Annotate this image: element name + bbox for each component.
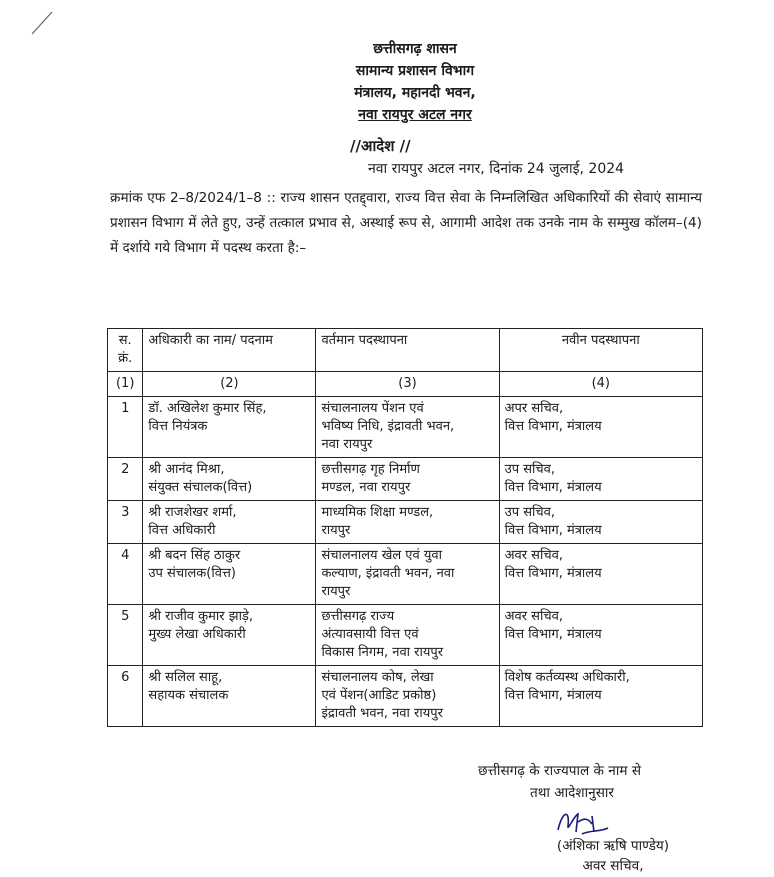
letterhead-department: सामान्य प्रशासन विभाग [355, 63, 475, 79]
column-number: (1) [108, 372, 143, 397]
officer-designation: संयुक्त संचालक(वित्त) [148, 480, 253, 495]
current-posting-line: रायपुर [321, 584, 351, 599]
current-posting-cell [316, 501, 499, 544]
closing-text [478, 760, 641, 804]
pen-mark-icon [30, 10, 54, 36]
officer-cell [143, 666, 316, 727]
officer-name: श्री राजशेखर शर्मा, [148, 505, 237, 520]
current-posting-cell [316, 458, 499, 501]
new-posting-cell [499, 666, 702, 727]
new-posting-line: अवर सचिव, [504, 609, 563, 624]
current-posting-line: संचालनालय खेल एवं युवा [321, 548, 442, 563]
column-number: (3) [316, 372, 499, 397]
letterhead-government: छत्तीसगढ़ शासन [373, 41, 457, 57]
current-posting-line: छत्तीसगढ़ राज्य [321, 609, 395, 624]
officer-name: डॉ. अखिलेश कुमार सिंह, [148, 401, 267, 416]
closing-line-1: छत्तीसगढ़ के राज्यपाल के नाम से [478, 763, 642, 779]
officer-designation: सहायक संचालक [148, 688, 229, 703]
order-title: //आदेश // [350, 137, 411, 155]
current-posting-cell [316, 605, 499, 666]
posting-table [107, 328, 703, 727]
column-number-row [108, 372, 703, 397]
current-posting-cell [316, 666, 499, 727]
serial-cell: 6 [108, 666, 143, 727]
new-posting-cell [499, 544, 702, 605]
new-posting-line: अपर सचिव, [504, 401, 564, 416]
officer-cell [143, 544, 316, 605]
table-row [108, 605, 703, 666]
officer-designation: मुख्य लेखा अधिकारी [148, 627, 246, 642]
header-officer: अधिकारी का नाम/ पदनाम [143, 329, 316, 372]
closing-line-2: तथा आदेशानुसार [530, 785, 614, 801]
new-posting-line: अवर सचिव, [504, 548, 563, 563]
officer-cell [143, 605, 316, 666]
new-posting-cell [499, 501, 702, 544]
column-number: (4) [499, 372, 702, 397]
current-posting-line: विकास निगम, नवा रायपुर [321, 645, 444, 660]
signature-mark-icon [552, 804, 612, 838]
letterhead-building: मंत्रालय, महानदी भवन, [354, 85, 476, 101]
table-body [108, 397, 703, 727]
letterhead [300, 38, 530, 126]
new-posting-cell [499, 605, 702, 666]
signer-designation: अवर सचिव, [582, 858, 644, 874]
new-posting-line: वित्त विभाग, मंत्रालय [504, 627, 602, 642]
table-row [108, 501, 703, 544]
new-posting-line: उप सचिव, [504, 505, 555, 520]
officer-name: श्री बदन सिंह ठाकुर [148, 548, 241, 563]
table-row [108, 544, 703, 605]
letterhead-city: नवा रायपुर अटल नगर [358, 107, 472, 123]
serial-cell: 5 [108, 605, 143, 666]
officer-designation: वित्त नियंत्रक [148, 419, 208, 434]
header-new-posting: नवीन पदस्थापना [499, 329, 702, 372]
officer-designation: उप संचालक(वित्त) [148, 566, 236, 581]
table-row [108, 458, 703, 501]
header-current-posting: वर्तमान पदस्थापना [316, 329, 499, 372]
header-serial: स. क्रं. [108, 329, 143, 372]
current-posting-line: संचालनालय कोष, लेखा [321, 670, 434, 685]
serial-cell: 1 [108, 397, 143, 458]
officer-name: श्री सलिल साहू, [148, 670, 223, 685]
table-row [108, 397, 703, 458]
serial-cell: 3 [108, 501, 143, 544]
officer-cell [143, 501, 316, 544]
new-posting-line: वित्त विभाग, मंत्रालय [504, 523, 602, 538]
column-number: (2) [143, 372, 316, 397]
officer-cell [143, 458, 316, 501]
officer-name: श्री राजीव कुमार झाड़े, [148, 609, 254, 624]
current-posting-cell [316, 544, 499, 605]
new-posting-cell [499, 397, 702, 458]
signer-block [533, 836, 693, 876]
current-posting-line: कल्याण, इंद्रावती भवन, नवा [321, 566, 455, 581]
current-posting-line: इंद्रावती भवन, नवा रायपुर [321, 706, 443, 721]
order-paragraph: क्रमांक एफ 2–8/2024/1–8 :: राज्य शासन एतद्द्वारा, राज्य वित्त सेवा के निम्नलिखित अधिकारियों की सेवाएं सामान्य प्रशासन विभाग में लेते हुए, उन्हें तत्काल प्रभाव से, अस्थाई रूप से, आगामी आदेश तक उनके नाम के सम्मुख कॉलम–(4) में दर्शाये गये विभाग में पदस्थ करता है:– [110, 190, 702, 256]
new-posting-line: वित्त विभाग, मंत्रालय [504, 688, 602, 703]
current-posting-line: भविष्य निधि, इंद्रावती भवन, [321, 419, 455, 434]
new-posting-line: वित्त विभाग, मंत्रालय [504, 566, 602, 581]
new-posting-line: वित्त विभाग, मंत्रालय [504, 419, 602, 434]
current-posting-line: मण्डल, नवा रायपुर [321, 480, 411, 495]
officer-designation: वित्त अधिकारी [148, 523, 216, 538]
serial-cell: 4 [108, 544, 143, 605]
table-header-row [108, 329, 703, 372]
new-posting-cell [499, 458, 702, 501]
new-posting-line: विशेष कर्तव्यस्थ अधिकारी, [504, 670, 630, 685]
current-posting-cell [316, 397, 499, 458]
officer-cell [143, 397, 316, 458]
signer-name: (अंशिका ऋषि पाण्डेय) [556, 838, 670, 854]
order-date: नवा रायपुर अटल नगर, दिनांक 24 जुलाई, 2024 [368, 161, 625, 177]
officer-name: श्री आनंद मिश्रा, [148, 462, 225, 477]
current-posting-line: एवं पेंशन(आडिट प्रकोष्ठ) [321, 688, 437, 703]
current-posting-line: संचालनालय पेंशन एवं [321, 401, 424, 416]
new-posting-line: उप सचिव, [504, 462, 555, 477]
table-row [108, 666, 703, 727]
current-posting-line: अंत्यावसायी वित्त एवं [321, 627, 419, 642]
new-posting-line: वित्त विभाग, मंत्रालय [504, 480, 602, 495]
serial-cell: 2 [108, 458, 143, 501]
current-posting-line: माध्यमिक शिक्षा मण्डल, [321, 505, 434, 520]
current-posting-line: रायपुर [321, 523, 351, 538]
current-posting-line: नवा रायपुर [321, 437, 373, 452]
current-posting-line: छत्तीसगढ़ गृह निर्माण [321, 462, 420, 477]
